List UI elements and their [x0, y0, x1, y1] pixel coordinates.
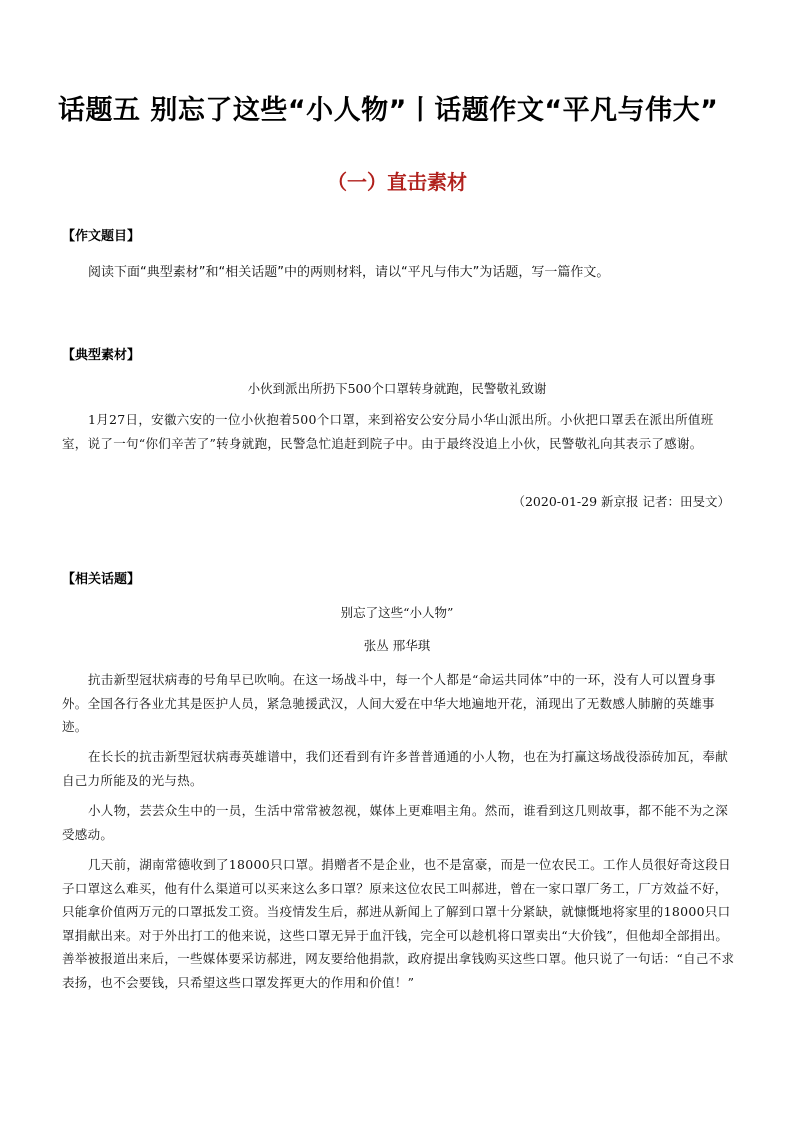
material-body: 1月27日，安徽六安的一位小伙抱着500个口罩，来到裕安公安分局小华山派出所。小伙把口罩丢在派出所值班室，说了一句“你们辛苦了”转身就跑，民警急忙追赶到院子中。由于最终没追上小伙，民警敬礼向其表示了感谢。 [62, 412, 714, 451]
topic-heading: 【相关话题】 [62, 572, 141, 587]
task-text: 阅读下面“典型素材”和“相关话题”中的两则材料，请以“平凡与伟大”为话题，写一篇作文。 [88, 265, 610, 280]
article-paragraph: 抗击新型冠状病毒的号角早已吹响。在这一场战斗中，每一个人都是“命运共同体”中的一环，没有人可以置身事外。全国各行各业尤其是医护人员，紧急驰援武汉，人间大爱在中华大地遍地开花，涌现出了无数感人肺腑的英雄事迹。 [62, 672, 716, 734]
task-heading: 【作文题目】 [62, 229, 141, 244]
article-paragraph: 小人物，芸芸众生中的一员，生活中常常被忽视，媒体上更难唱主角。然而，谁看到这几则故事，都不能不为之深受感动。 [62, 803, 729, 842]
article-title: 别忘了这些“小人物” [340, 605, 454, 620]
material-headline: 小伙到派出所扔下500个口罩转身就跑，民警敬礼致谢 [247, 381, 547, 396]
material-source: （2020-01-29 新京报 记者：田旻文） [512, 494, 730, 509]
material-heading: 【典型素材】 [62, 348, 141, 363]
article-authors: 张丛 邢华琪 [363, 638, 431, 653]
section-title: （一）直击素材 [327, 170, 467, 194]
article-paragraph: 在长长的抗击新型冠状病毒英雄谱中，我们还看到有许多普普通通的小人物，也在为打赢这场战役添砖加瓦，奉献自己力所能及的光与热。 [62, 749, 729, 788]
page-title: 话题五 别忘了这些“小人物”丨话题作文“平凡与伟大” [58, 95, 719, 126]
article-paragraph: 几天前，湖南常德收到了18000只口罩。捐赠者不是企业，也不是富豪，而是一位农民工。工作人员很好奇这段日子口罩这么难买，他有什么渠道可以买来这么多口罩？原来这位农民工叫郝进，曾在一家口罩厂务工，厂方效益不好，只能拿价值两万元的口罩抵发工资。当疫情发生后，郝进从新闻上了解到口罩十分紧缺，就慷慨地将家里的18000只口罩捐献出来。对于外出打工的他来说，这些口罩无异于血汗钱，完全可以趁机将口罩卖出“大价钱”，但他却全部捐出。善举被报道出来后，一些媒体要采访郝进，网友要给他捐款，政府提出拿钱购买这些口罩。他只说了一句话：“自己不求表扬，也不会要钱，只希望这些口罩发挥更大的作用和价值！” [62, 857, 735, 990]
